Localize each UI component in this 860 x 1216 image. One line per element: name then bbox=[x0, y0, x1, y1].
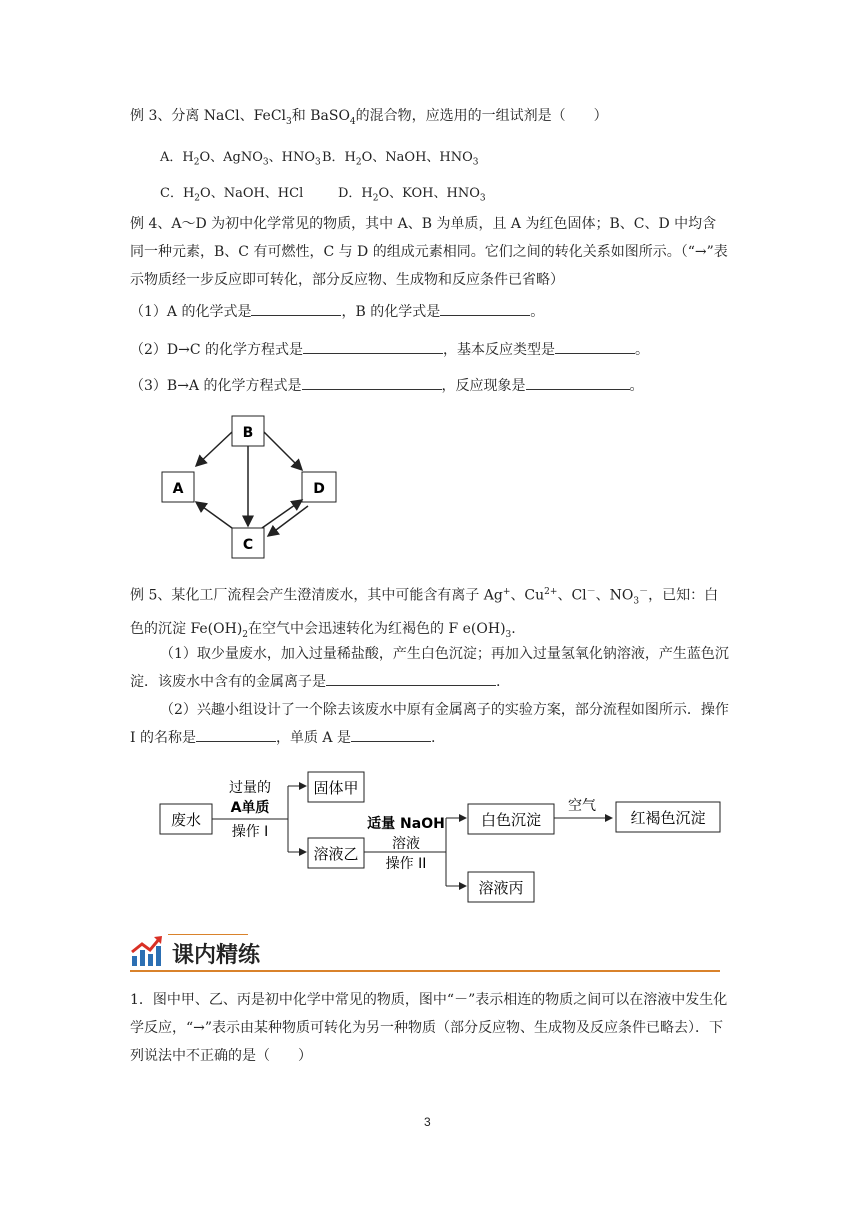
ex4-q2-blank2[interactable] bbox=[555, 339, 635, 354]
flow-label-air: 空气 bbox=[568, 798, 596, 814]
ex5-q2-blank1[interactable] bbox=[196, 727, 276, 742]
ex4-q2-c: 。 bbox=[635, 342, 650, 358]
ex4-q1-a: （1）A 的化学式是 bbox=[130, 304, 252, 320]
ex4-q3-blank2[interactable] bbox=[526, 375, 630, 390]
ex3-option-c: C．$H_2O$、NaOH、HCl bbox=[160, 186, 304, 204]
ex3-stem: 例 3、分离 NaCl、FeCl$_3$和 BaSO$_4$的混合物，应选用的一组试剂是（ ） bbox=[130, 108, 608, 127]
node-b-label: B bbox=[242, 425, 254, 441]
page-number: 3 bbox=[424, 1115, 431, 1129]
ex4-q2-blank1[interactable] bbox=[303, 339, 443, 354]
ex5-q2 bbox=[130, 696, 730, 752]
node-c-label: C bbox=[242, 537, 254, 553]
ex4-q1 bbox=[130, 298, 730, 326]
box-solb-label: 溶液乙 bbox=[313, 845, 359, 863]
flow-label-1c: 操作 I bbox=[231, 824, 269, 840]
ex4-q1-b: ，B 的化学式是 bbox=[341, 304, 441, 320]
ex3-option-a: A．$H_2O$、AgNO$_3$、$HNO_3$ bbox=[160, 150, 321, 168]
ex3-option-b: B．$H_2O$、NaOH、$HNO_3$ bbox=[322, 150, 479, 168]
ex5-q2-a: （2）兴趣小组设计了一个除去该废水中原有金属离子的实验方案，部分流程如图所示．操作 I 的名称是 bbox=[130, 702, 729, 746]
node-a-label: A bbox=[172, 481, 184, 497]
ex5-q2-blank2[interactable] bbox=[351, 727, 431, 742]
box-solid-label: 固体甲 bbox=[313, 779, 359, 797]
section-header bbox=[130, 930, 720, 974]
chart-icon bbox=[130, 934, 164, 968]
ex4-stem: 例 4、A～D 为初中化学常见的物质，其中 A、B 为单质，且 A 为红色固体；B、C、D 中均含同一种元素，B、C 有可燃性，C 与 D 的组成元素相同。它们之间的转化关系如图所示。（“→”表示物质经一步反应即可转化，部分反应物、生成物和反应条件已省略） bbox=[130, 216, 728, 288]
ex4-q3-c: 。 bbox=[629, 378, 644, 394]
arrow-b-d bbox=[264, 432, 302, 470]
ex4-q1-c: 。 bbox=[530, 304, 545, 320]
ex4-q2-a: （2）D→C 的化学方程式是 bbox=[130, 342, 304, 358]
ex5-q2-b: ，单质 A 是 bbox=[275, 730, 351, 746]
node-d-label: D bbox=[313, 481, 325, 497]
ex4-q1-blank1[interactable] bbox=[251, 301, 341, 316]
ex5-stem: 例 5、某化工厂流程会产生澄清废水，其中可能含有离子 Ag+、$Cu^{2+}$、Cl－、$NO_3^-$，已知：白色的沉淀 $Fe(OH)_2$在空气中会迅速转化为红褐色的 F $e(OH)_3$. bbox=[130, 587, 719, 641]
flow-label-2a: 适量 NaOH bbox=[367, 816, 445, 832]
ex4-q3 bbox=[130, 372, 730, 400]
section-title: 课内精练 bbox=[172, 943, 261, 968]
ex5-flowchart bbox=[150, 768, 740, 908]
box-white-label: 白色沉淀 bbox=[480, 811, 542, 829]
ex4-q2 bbox=[130, 336, 730, 364]
ex4-q3-blank1[interactable] bbox=[302, 375, 442, 390]
flow-label-2c: 操作 II bbox=[385, 856, 427, 872]
ex5-q1-b: . bbox=[496, 674, 501, 690]
arrow-c-a bbox=[196, 502, 232, 528]
ex4-q3-b: ，反应现象是 bbox=[441, 378, 526, 394]
ex5-q1-a: （1）取少量废水，加入过量稀盐酸，产生白色沉淀；再加入过量氢氧化钠溶液，产生蓝色沉淀．该废水中含有的金属离子是 bbox=[130, 646, 729, 690]
box-waste-label: 废水 bbox=[170, 811, 202, 829]
flow-label-1b: A单质 bbox=[230, 800, 270, 816]
section-divider bbox=[130, 970, 720, 972]
practice-q1: 1．图中甲、乙、丙是初中化学中常见的物质，图中“－”表示相连的物质之间可以在溶液中发生化学反应，“→”表示由某种物质可转化为另一种物质（部分反应物、生成物及反应条件已略去）．下列说法中不正确的是（ ） bbox=[130, 992, 728, 1064]
ex3-option-d: D．$H_2O$、KOH、$HNO_3$ bbox=[338, 186, 486, 204]
ex5-q1-blank[interactable] bbox=[326, 671, 496, 686]
flow-label-1a: 过量的 bbox=[229, 780, 271, 796]
ex4-q2-b: ，基本反应类型是 bbox=[443, 342, 556, 358]
arrow-b-a bbox=[196, 432, 232, 466]
ex4-q3-a: （3）B→A 的化学方程式是 bbox=[130, 378, 302, 394]
section-header-topline bbox=[168, 934, 248, 935]
ex5-q1 bbox=[130, 640, 730, 696]
flow-label-2b: 溶液 bbox=[392, 836, 420, 852]
box-redbrown-label: 红褐色沉淀 bbox=[630, 809, 706, 827]
ex4-q1-blank2[interactable] bbox=[440, 301, 530, 316]
arrow-c-d bbox=[262, 500, 302, 528]
ex5-q2-c: . bbox=[431, 730, 436, 746]
box-solc-label: 溶液丙 bbox=[478, 879, 524, 897]
ex4-diagram bbox=[150, 410, 360, 570]
